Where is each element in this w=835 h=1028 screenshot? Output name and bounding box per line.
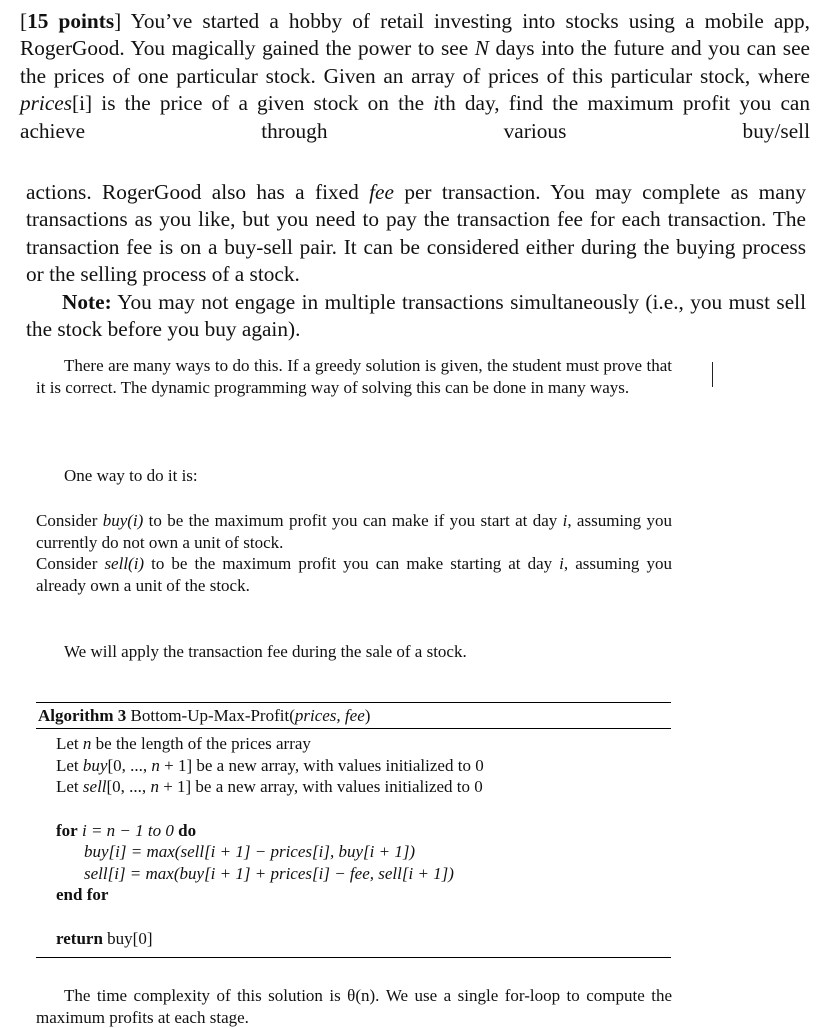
algorithm-header: Algorithm 3 Bottom-Up-Max-Profit(prices, fee) [38, 706, 371, 726]
algo-line-3: Let sell[0, ..., n + 1] be a new array, with values initialized to 0 [56, 777, 483, 797]
algorithm-body [36, 729, 671, 957]
note: Note: You may not engage in multiple transactions simultaneously (i.e., you must sell the stock before you buy again). [26, 289, 806, 342]
algo-body-1: buy[i] = max(sell[i + 1] − prices[i], buy[i + 1]) [84, 842, 416, 862]
solution-intro: There are many ways to do this. If a greedy solution is given, the student must prove that it is correct. The dynamic programming way of solving this can be done in many ways. [36, 356, 672, 397]
algo-body-2: sell[i] = max(buy[i + 1] + prices[i] − fee, sell[i + 1]) [84, 863, 454, 883]
algorithm-bottom-rule [36, 957, 671, 958]
algo-return: return buy[0] [56, 928, 153, 948]
algo-for: for i = n − 1 to 0 do [56, 820, 197, 840]
algorithm-box [36, 702, 671, 958]
solution-way: One way to do it is: [64, 466, 198, 485]
algo-end-for: end for [56, 885, 109, 905]
problem-statement-part2: actions. RogerGood also has a fixed fee per transaction. You may complete as many transactions as you like, but you need to pay the transaction fee for each transaction. The transaction fee is on a buy-sell pair. It can be considered either during the buying process or the selling process of a stock. Note: You may not engage in multiple transactions simultaneously (i.e., you must sell the stock before you buy again). [26, 179, 806, 343]
buy-definition: Consider buy(i) to be the maximum profit you can make if you start at day i, assuming you currently do not own a unit of stock. [36, 511, 672, 552]
fee-note: We will apply the transaction fee during the sale of a stock. [64, 642, 467, 661]
algo-line-1: Let n be the length of the prices array [56, 734, 311, 754]
points-label: 15 points [27, 9, 115, 33]
text-cursor [712, 362, 713, 387]
solution-definitions [36, 510, 672, 596]
algo-line-2: Let buy[0, ..., n + 1] be a new array, with values initialized to 0 [56, 755, 484, 775]
sell-definition: Consider sell(i) to be the maximum profit you can make starting at day i, assuming you already own a unit of the stock. [36, 554, 672, 595]
problem-statement-part1: [15 points] You’ve started a hobby of retail investing into stocks using a mobile app, RogerGood. You magically gained the power to see N days into the future and you can see the prices of one particular stock. Given an array of prices of this particular stock, where prices[i] is the price of a given stock on the ith day, find the maximum profit you can achieve through various buy/sell [20, 9, 811, 143]
complexity-note: The time complexity of this solution is θ(n). We use a single for-loop to compute the maximum profits at each stage. [36, 986, 672, 1027]
